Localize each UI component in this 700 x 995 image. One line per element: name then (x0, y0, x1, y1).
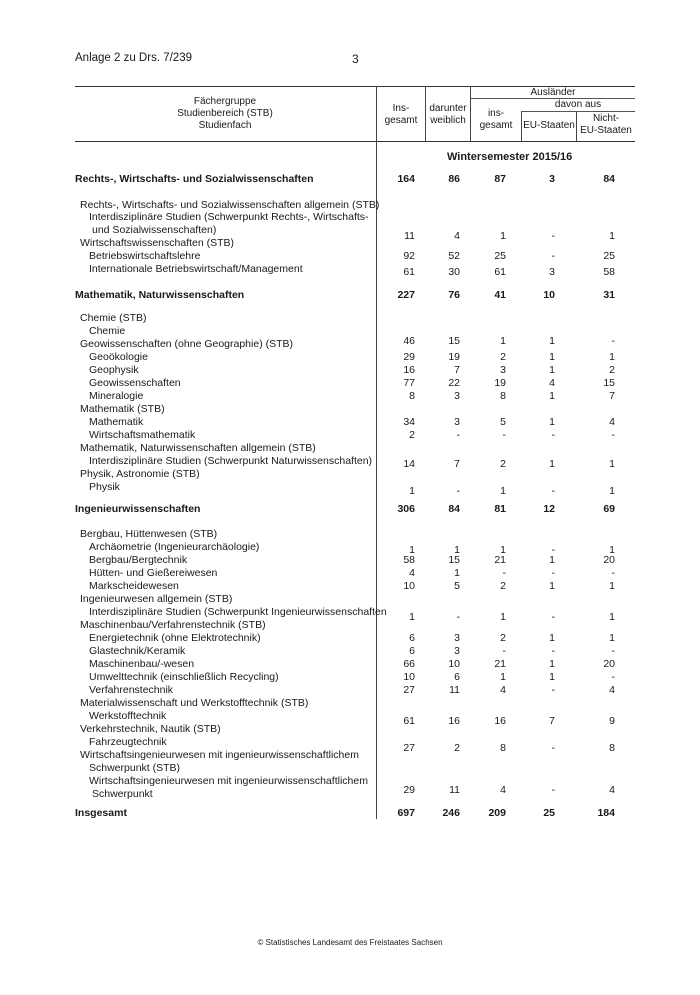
row-value-3: 1 (500, 335, 506, 347)
row-value-1: 77 (403, 377, 415, 389)
row-label: Verfahrenstechnik (89, 684, 174, 696)
row-value-4: - (551, 567, 555, 579)
table-group-row (0, 289, 700, 302)
table-row (0, 762, 700, 775)
header-weiblich-line1: darunter (429, 103, 467, 114)
table-group-row (0, 807, 700, 820)
row-label: Wirtschaftsingenieurwesen mit ingenieurwissenschaftlichem (80, 749, 359, 761)
row-value-1: 1 (409, 611, 415, 623)
row-value-2: 52 (448, 250, 460, 262)
table-row (0, 554, 700, 567)
row-value-3: 2 (500, 632, 506, 644)
header-weiblich-line2: weiblich (430, 115, 466, 126)
row-label: Markscheidewesen (89, 580, 179, 592)
row-label: Fahrzeugtechnik (89, 736, 167, 748)
row-label: Chemie (STB) (80, 312, 147, 324)
row-label: Geowissenschaften (ohne Geographie) (STB) (80, 338, 294, 350)
header-insgesamt-line1: Ins- (392, 103, 410, 114)
row-value-2: 6 (454, 671, 460, 683)
row-value-1: 4 (409, 567, 415, 579)
row-value-5: 31 (603, 289, 615, 301)
row-value-4: 7 (549, 715, 555, 727)
row-label: Bergbau, Hüttenwesen (STB) (80, 528, 218, 540)
row-value-4: - (551, 485, 555, 497)
row-value-1: 61 (403, 715, 415, 727)
row-value-2: - (456, 485, 460, 497)
table-row (0, 619, 700, 632)
table-row (0, 580, 700, 593)
table-row (0, 541, 700, 554)
row-value-2: 7 (454, 458, 460, 470)
auslaender-header: Ausländer (530, 87, 576, 98)
row-value-4: - (551, 684, 555, 696)
row-label: Schwerpunkt (STB) (89, 762, 181, 774)
row-label: Bergbau/Bergtechnik (89, 554, 188, 566)
row-value-3: 1 (500, 544, 506, 556)
header-insgesamt-line2: gesamt (384, 115, 418, 126)
row-label: Mineralogie (89, 390, 144, 402)
row-value-1: 29 (403, 784, 415, 796)
row-value-4: - (551, 784, 555, 796)
row-value-3: 21 (494, 554, 506, 566)
row-value-3: 1 (500, 230, 506, 242)
row-value-2: 30 (448, 266, 460, 278)
row-value-1: 227 (397, 289, 415, 301)
row-value-3: 16 (494, 715, 506, 727)
row-value-5: 1 (609, 230, 615, 242)
row-label: Physik, Astronomie (STB) (80, 468, 200, 480)
row-value-2: 84 (448, 503, 460, 515)
row-value-4: 25 (543, 807, 555, 819)
row-label: Mathematik, Naturwissenschaften (75, 289, 245, 301)
row-value-1: 164 (397, 173, 415, 185)
row-value-4: 1 (549, 632, 555, 644)
row-label: Ingenieurwissenschaften (75, 503, 201, 515)
header-faechergruppe: Fächergruppe (193, 96, 257, 107)
row-value-3: 25 (494, 250, 506, 262)
label-column-header (150, 96, 300, 132)
row-value-2: 16 (448, 715, 460, 727)
row-value-5: 20 (603, 658, 615, 670)
row-value-3: 5 (500, 416, 506, 428)
davon-aus-header: davon aus (554, 99, 602, 110)
row-value-1: 306 (397, 503, 415, 515)
row-value-4: - (551, 742, 555, 754)
row-label: Archäometrie (Ingenieurarchäologie) (89, 541, 260, 553)
row-value-5: 20 (603, 554, 615, 566)
table-row (0, 237, 700, 250)
row-value-2: 5 (454, 580, 460, 592)
row-value-3: 1 (500, 671, 506, 683)
table-row (0, 312, 700, 325)
row-value-3: 2 (500, 351, 506, 363)
row-value-4: 1 (549, 580, 555, 592)
row-value-4: - (551, 645, 555, 657)
header-bottom-rule (75, 141, 635, 142)
table-row (0, 658, 700, 671)
row-value-5: 9 (609, 715, 615, 727)
semester-title: Wintersemester 2015/16 (447, 151, 573, 163)
row-value-1: 697 (397, 807, 415, 819)
table-group-row (0, 503, 700, 516)
row-value-4: 3 (549, 266, 555, 278)
row-label: Geophysik (89, 364, 139, 376)
row-value-1: 11 (404, 230, 415, 242)
row-value-1: 6 (409, 645, 415, 657)
row-value-5: 4 (609, 684, 615, 696)
table-row (0, 632, 700, 645)
table-row (0, 567, 700, 580)
table-group-row (0, 173, 700, 186)
row-value-3: 3 (500, 364, 506, 376)
table-row (0, 429, 700, 442)
table-row (0, 468, 700, 481)
row-value-2: 3 (454, 645, 460, 657)
row-value-5: 4 (609, 784, 615, 796)
row-label: Umwelttechnik (einschließlich Recycling) (89, 671, 279, 683)
header-nicht-eu-line1: Nicht- (592, 113, 620, 124)
row-value-3: - (502, 645, 506, 657)
row-value-1: 58 (403, 554, 415, 566)
row-value-5: 184 (597, 807, 615, 819)
row-value-4: 3 (549, 173, 555, 185)
row-value-2: 76 (448, 289, 460, 301)
row-value-5: - (611, 335, 615, 347)
row-value-3: 19 (494, 377, 506, 389)
table-row (0, 351, 700, 364)
row-label: Werkstofftechnik (89, 710, 167, 722)
row-value-3: 41 (494, 289, 506, 301)
row-label: Maschinenbau/-wesen (89, 658, 195, 670)
table-row (0, 250, 700, 263)
row-label: und Sozialwissenschaften) (92, 224, 217, 236)
row-value-5: 58 (603, 266, 615, 278)
header-ausl-ins-line2: gesamt (479, 120, 513, 131)
row-value-5: 1 (609, 632, 615, 644)
row-value-5: 1 (609, 351, 615, 363)
table-row (0, 377, 700, 390)
row-value-4: 10 (543, 289, 555, 301)
row-value-3: 8 (500, 742, 506, 754)
table-row (0, 671, 700, 684)
row-value-2: 10 (448, 658, 460, 670)
row-value-4: - (551, 611, 555, 623)
row-value-4: 4 (549, 377, 555, 389)
row-value-1: 61 (403, 266, 415, 278)
table-row (0, 263, 700, 276)
table-row (0, 211, 700, 224)
table-row (0, 416, 700, 429)
table-row (0, 442, 700, 455)
row-value-4: 1 (549, 416, 555, 428)
row-value-1: 1 (409, 544, 415, 556)
row-value-1: 6 (409, 632, 415, 644)
row-value-2: 15 (448, 554, 460, 566)
row-value-4: - (551, 544, 555, 556)
row-value-2: 246 (442, 807, 460, 819)
table-row (0, 455, 700, 468)
row-label: Energietechnik (ohne Elektrotechnik) (89, 632, 261, 644)
row-value-5: 4 (609, 416, 615, 428)
row-value-5: - (611, 567, 615, 579)
row-value-1: 27 (403, 742, 415, 754)
row-value-5: - (611, 645, 615, 657)
row-value-2: 1 (454, 544, 460, 556)
table-row (0, 684, 700, 697)
row-value-3: - (502, 567, 506, 579)
table-row (0, 338, 700, 351)
table-row (0, 736, 700, 754)
row-value-2: 3 (454, 390, 460, 402)
row-value-4: 1 (549, 658, 555, 670)
row-label: Mathematik, Naturwissenschaften allgemein (STB) (80, 442, 316, 454)
row-value-4: - (551, 250, 555, 262)
row-label: Chemie (89, 325, 126, 337)
row-value-4: 1 (549, 458, 555, 470)
table-row (0, 606, 700, 623)
row-value-5: 2 (609, 364, 615, 376)
row-value-2: 7 (454, 364, 460, 376)
row-label: Geowissenschaften (89, 377, 181, 389)
row-value-3: 21 (494, 658, 506, 670)
row-label: Glastechnik/Keramik (89, 645, 186, 657)
table-row (0, 784, 700, 801)
row-value-2: 15 (448, 335, 460, 347)
row-value-5: 1 (609, 544, 615, 556)
row-value-1: 46 (403, 335, 415, 347)
row-value-2: 19 (448, 351, 460, 363)
row-value-3: - (502, 429, 506, 441)
row-value-5: 84 (603, 173, 615, 185)
row-value-5: 1 (609, 580, 615, 592)
row-value-2: 2 (454, 742, 460, 754)
table-row (0, 749, 700, 762)
row-label: Maschinenbau/Verfahrenstechnik (STB) (80, 619, 266, 631)
row-value-1: 27 (403, 684, 415, 696)
row-value-1: 10 (403, 580, 415, 592)
row-value-1: 66 (403, 658, 415, 670)
row-label: Rechts-, Wirtschafts- und Sozialwissenschaften (75, 173, 314, 185)
row-value-1: 92 (403, 250, 415, 262)
row-value-5: 25 (603, 250, 615, 262)
row-value-2: 3 (454, 416, 460, 428)
table-row (0, 528, 700, 541)
row-value-3: 87 (494, 173, 506, 185)
row-value-3: 209 (488, 807, 506, 819)
page-number: 3 (352, 52, 359, 66)
table-row (0, 224, 700, 242)
header-nicht-eu-line2: EU-Staaten (580, 125, 632, 136)
nicht-eu-header (577, 113, 635, 137)
auslaender-insgesamt-header (471, 108, 521, 132)
row-value-2: 22 (448, 377, 460, 389)
row-value-4: 1 (549, 671, 555, 683)
row-label: Physik (89, 481, 120, 493)
row-value-3: 2 (500, 580, 506, 592)
row-value-4: 1 (549, 554, 555, 566)
row-value-3: 8 (500, 390, 506, 402)
davon-aus-underline (521, 111, 635, 112)
row-label: Geoökologie (89, 351, 148, 363)
row-value-5: 1 (609, 458, 615, 470)
row-label: Insgesamt (75, 807, 127, 819)
row-value-1: 2 (409, 429, 415, 441)
row-value-5: 1 (609, 485, 615, 497)
row-value-1: 8 (409, 390, 415, 402)
row-value-4: 1 (549, 390, 555, 402)
row-value-2: 3 (454, 632, 460, 644)
table-row (0, 364, 700, 377)
row-value-3: 61 (494, 266, 506, 278)
header-studienfach: Studienfach (198, 120, 252, 131)
header-ausl-ins-line1: ins- (487, 108, 505, 119)
row-label: Ingenieurwesen allgemein (STB) (80, 593, 233, 605)
row-label: Interdisziplinäre Studien (Schwerpunkt Naturwissenschaften) (89, 455, 373, 467)
row-value-5: 7 (609, 390, 615, 402)
row-value-5: 69 (603, 503, 615, 515)
row-value-1: 34 (403, 416, 415, 428)
table-row (0, 645, 700, 658)
row-value-1: 1 (409, 485, 415, 497)
document-reference: Anlage 2 zu Drs. 7/239 (75, 52, 192, 64)
row-label: Verkehrstechnik, Nautik (STB) (80, 723, 221, 735)
row-value-1: 29 (403, 351, 415, 363)
row-label: Materialwissenschaft und Werkstofftechnik (STB) (80, 697, 309, 709)
row-value-4: - (551, 230, 555, 242)
row-value-2: - (456, 429, 460, 441)
row-value-5: 8 (609, 742, 615, 754)
row-value-2: 4 (454, 230, 460, 242)
insgesamt-column-header (378, 103, 424, 127)
footer-credit: © Statistisches Landesamt des Freistaates Sachsen (257, 938, 443, 947)
row-value-5: - (611, 429, 615, 441)
row-label: Wirtschaftswissenschaften (STB) (80, 237, 235, 249)
row-value-2: 86 (448, 173, 460, 185)
row-value-3: 1 (500, 611, 506, 623)
row-label: Wirtschaftsingenieurwesen mit ingenieurwissenschaftlichem (89, 775, 368, 787)
row-value-2: 11 (449, 784, 460, 796)
row-value-2: 11 (449, 684, 460, 696)
table-row (0, 697, 700, 710)
table-row (0, 723, 700, 736)
table-row (0, 593, 700, 606)
row-label: Hütten- und Gießereiwesen (89, 567, 218, 579)
row-value-1: 16 (403, 364, 415, 376)
row-label: Schwerpunkt (92, 788, 153, 800)
row-value-4: - (551, 429, 555, 441)
row-label: Mathematik (89, 416, 144, 428)
row-value-2: 1 (454, 567, 460, 579)
row-value-1: 14 (403, 458, 415, 470)
row-value-4: 12 (543, 503, 555, 515)
row-label: Interdisziplinäre Studien (Schwerpunkt Ingenieurwissenschaften (89, 606, 387, 618)
row-value-1: 10 (403, 671, 415, 683)
row-label: Wirtschaftsmathematik (89, 429, 196, 441)
row-label: Internationale Betriebswirtschaft/Management (89, 263, 303, 275)
row-value-3: 4 (500, 684, 506, 696)
weiblich-column-header (426, 103, 470, 127)
row-value-3: 1 (500, 485, 506, 497)
eu-staaten-header: EU-Staaten (523, 120, 575, 131)
row-value-5: 1 (609, 611, 615, 623)
row-value-4: 1 (549, 364, 555, 376)
row-value-4: 1 (549, 351, 555, 363)
row-label: Betriebswirtschaftslehre (89, 250, 201, 262)
table-row (0, 390, 700, 403)
row-value-2: - (456, 611, 460, 623)
row-value-3: 2 (500, 458, 506, 470)
row-label: Interdisziplinäre Studien (Schwerpunkt Rechts-, Wirtschafts- (89, 211, 369, 223)
row-value-3: 81 (494, 503, 506, 515)
row-value-3: 4 (500, 784, 506, 796)
row-value-4: 1 (549, 335, 555, 347)
row-value-5: - (611, 671, 615, 683)
row-label: Rechts-, Wirtschafts- und Sozialwissenschaften allgemein (STB) (80, 199, 380, 211)
header-studienbereich: Studienbereich (STB) (177, 108, 273, 119)
row-label: Mathematik (STB) (80, 403, 165, 415)
table-row (0, 403, 700, 416)
row-value-5: 15 (603, 377, 615, 389)
table-row (0, 481, 700, 497)
table-row (0, 710, 700, 727)
